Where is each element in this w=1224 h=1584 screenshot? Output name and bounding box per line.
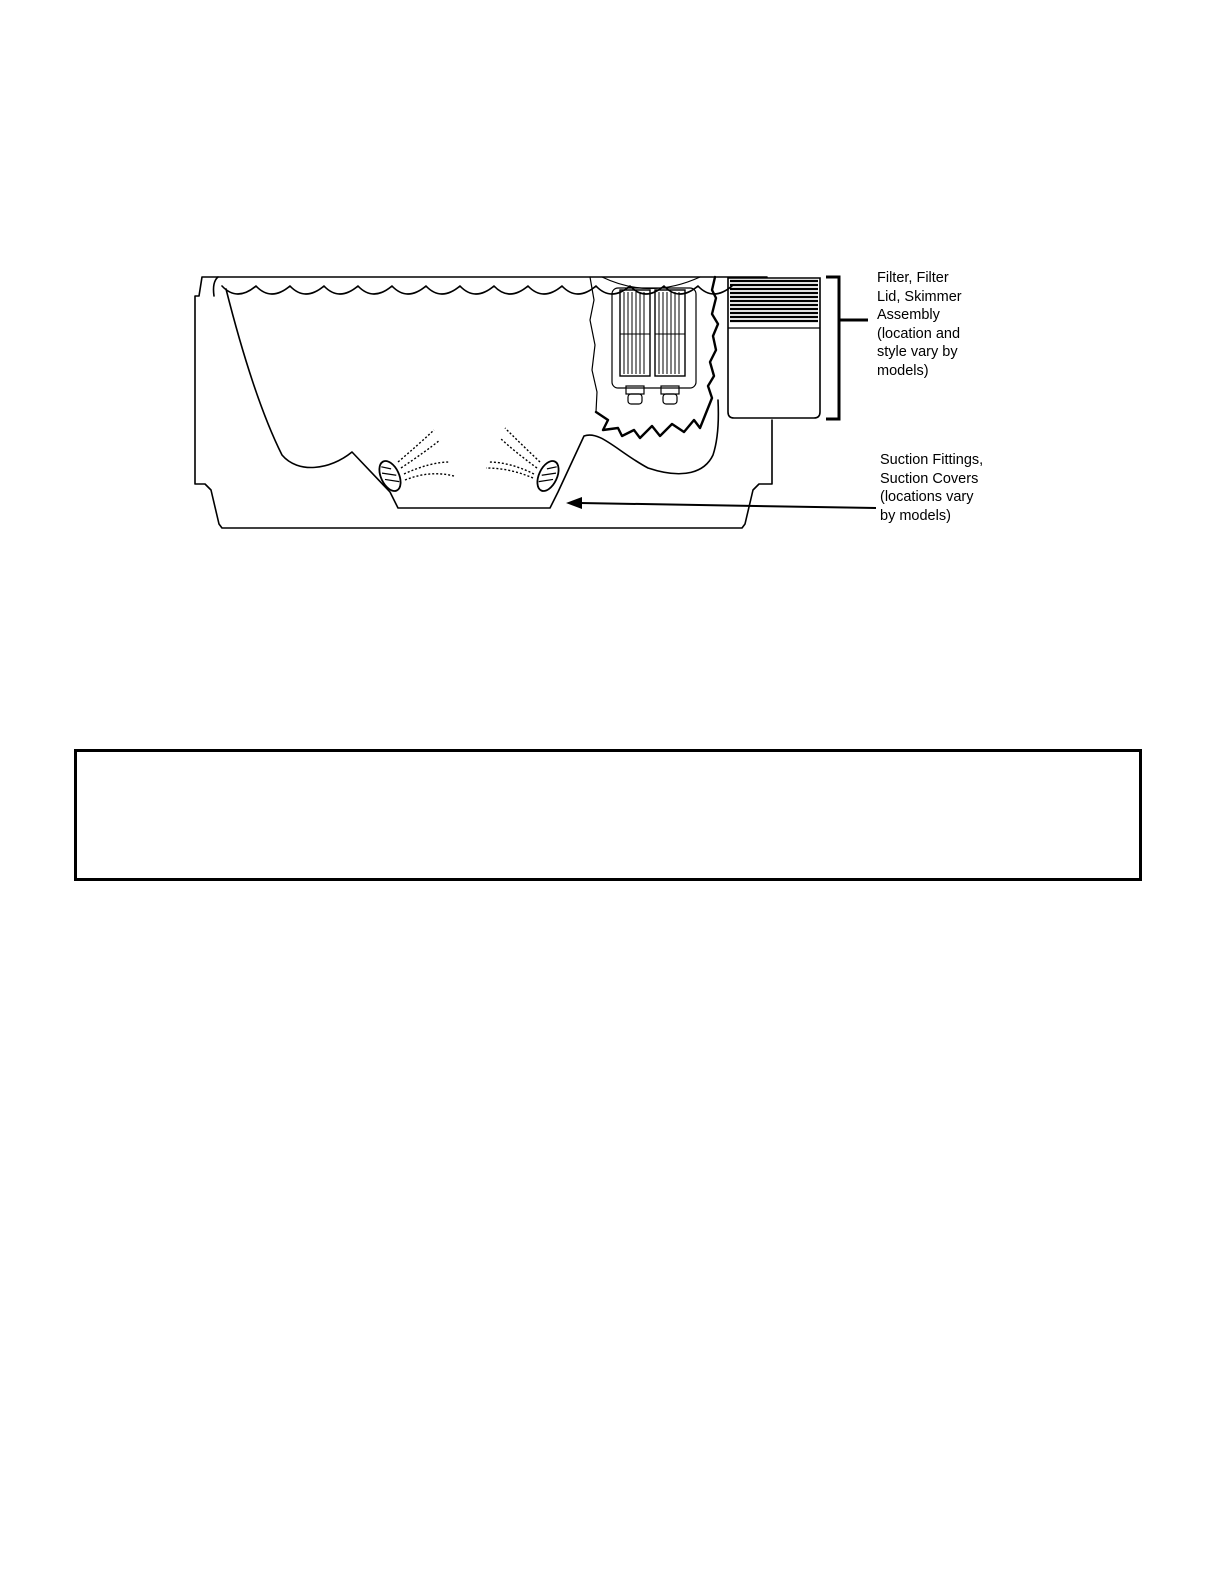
- filter-compartment-left-edge: [590, 277, 597, 412]
- callout-line: Lid, Skimmer: [877, 288, 962, 305]
- callout-line: models): [877, 362, 929, 379]
- filter-compartment-cutaway: [596, 277, 718, 438]
- skimmer-assembly: [728, 278, 820, 418]
- filter-cartridges: [620, 290, 685, 404]
- skimmer-weir-grille: [730, 281, 818, 321]
- filter-callout-bracket: [826, 277, 868, 419]
- suction-fitting-right: [533, 458, 563, 495]
- filter-cartridge-right: [655, 290, 685, 404]
- callout-line: by models): [880, 507, 951, 524]
- filter-assembly-callout: [877, 269, 962, 380]
- suction-fittings-callout: [880, 451, 983, 525]
- spa-cross-section-diagram: [0, 0, 1224, 600]
- filter-compartment-top-edge: [602, 277, 700, 289]
- callout-line: (location and: [877, 325, 961, 342]
- callout-line: Suction Fittings,: [880, 452, 984, 468]
- filter-housing: [612, 288, 696, 388]
- filter-cartridge-left: [620, 290, 650, 404]
- spa-lip-curve: [214, 277, 219, 296]
- suction-fitting-left: [375, 458, 405, 495]
- suction-flow-lines: [398, 428, 540, 480]
- callout-line: Suction Covers: [880, 470, 979, 487]
- notice-box: [74, 749, 1142, 881]
- callout-line: style vary by: [877, 344, 958, 360]
- suction-callout-arrow: [566, 497, 876, 509]
- callout-line: Filter, Filter: [877, 270, 949, 286]
- callout-line: Assembly: [877, 307, 940, 323]
- suction-fittings: [375, 458, 563, 495]
- callout-line: (locations vary: [880, 489, 974, 505]
